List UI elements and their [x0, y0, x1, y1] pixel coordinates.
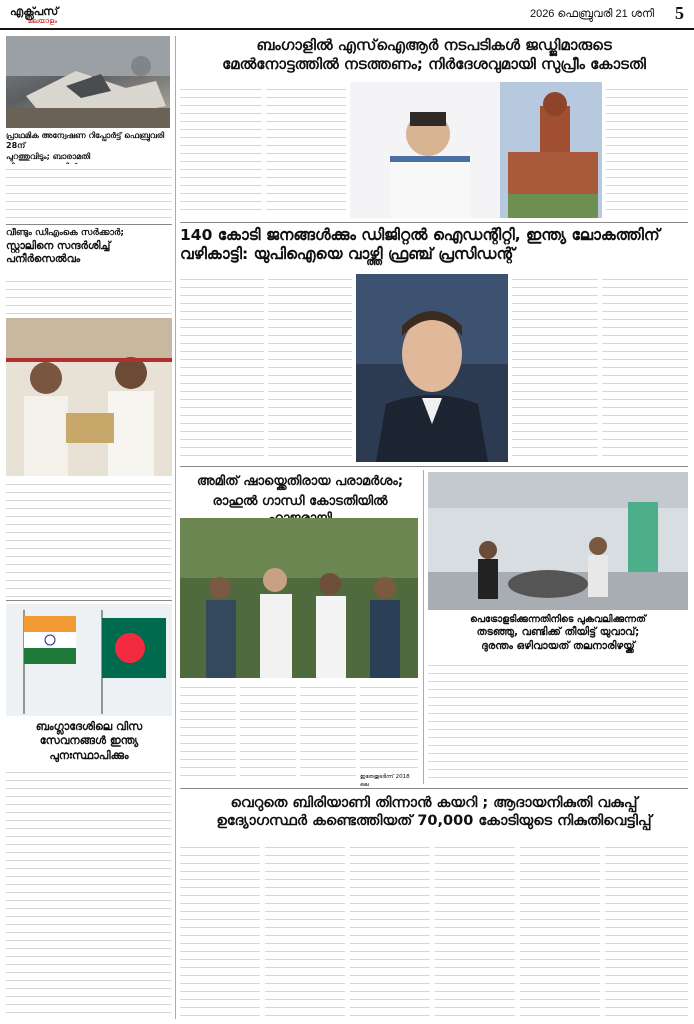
- rahul-court-illustration: [180, 518, 418, 678]
- visa-headline-line-2: സേവനങ്ങൾ ഇന്ത്യ: [39, 734, 139, 748]
- sir-headline-line-1: ബംഗാളിൽ എസ്ഐആർ നടപടികൾ ജഡ്ജിമാരുടെ: [256, 36, 612, 54]
- tn-story-body-cont: [6, 479, 172, 597]
- plane-story-body: [6, 164, 172, 220]
- upi-story-body-col-1: [180, 274, 264, 460]
- tax-headline-line-1: വെറുതെ ബിരിയാണി തിന്നാൻ കയറി ; ആദായനികുതി വകുപ്പ്: [230, 795, 638, 811]
- mamata-supreme-court-photo: [350, 82, 602, 218]
- rahul-headline-line-2: രാഹുൽ ഗാന്ധി കോടതിയിൽ: [212, 494, 388, 510]
- upi-story-body-col-3: [512, 274, 598, 460]
- divider: [180, 466, 688, 467]
- issue-date: 2026 ഫെബ്രുവരി 21 ശനി: [529, 8, 654, 20]
- upi-story-body-col-4: [602, 274, 688, 460]
- petrol-headline-line-1: പെട്രോളടിക്കുന്നതിനിടെ പുകവലിക്കുന്നത്: [470, 614, 646, 625]
- newspaper-logo[interactable]: [10, 4, 72, 26]
- upi-headline-line-2: വഴികാട്ടി: യുപിഐയെ വാഴ്ത്തി ഫ്രഞ്ച് പ്രസിഡന്റ്: [180, 245, 515, 264]
- tn-headline-line-1: വീണ്ടും ഡിഎംകെ സർക്കാർ;: [6, 228, 124, 238]
- sir-story-body-col-1: [180, 84, 262, 216]
- petrol-pump-cctv-photo: [428, 472, 688, 610]
- tn-story-body: [6, 276, 172, 316]
- petrol-story-headline: [428, 614, 688, 654]
- macron-photo: [356, 274, 508, 462]
- tax-story-body-col-6: [605, 842, 688, 1020]
- tax-story-body-col-3: [350, 842, 430, 1020]
- page-number: 5: [675, 3, 684, 23]
- rahul-story-continued: ഇതേതുടർന്ന് 2018 ലെ: [360, 774, 410, 788]
- tax-story-body-col-4: [435, 842, 515, 1020]
- macron-portrait: [356, 274, 508, 462]
- flags-illustration: [6, 604, 172, 716]
- petrol-headline-line-3: ദുരന്തം ഒഴിവായത് തലനാരിഴയ്ക്ക്: [481, 639, 635, 652]
- tax-headline-line-2: ഉദ്യോഗസ്ഥർ കണ്ടെത്തിയത് 70,000 കോടിയുടെ നികുതിവെട്ടിപ്പ്: [216, 813, 652, 830]
- tax-story-body-col-2: [265, 842, 345, 1020]
- rahul-story-body-col-2: [240, 682, 296, 782]
- india-flag-saffron: [24, 616, 76, 632]
- visa-headline-line-1: ബംഗ്ലാദേശിലെ വിസ: [35, 720, 143, 733]
- petrol-story-body: [428, 660, 688, 782]
- rahul-story-body-col-1: [180, 682, 236, 782]
- divider: [6, 224, 172, 225]
- logo-text: എക്സ്പ്രസ്: [10, 5, 59, 18]
- tax-story-body-col-5: [520, 842, 600, 1020]
- masthead: [0, 0, 694, 30]
- rahul-gandhi-photo: [180, 518, 418, 678]
- upi-story-headline: [180, 226, 688, 265]
- tn-headline-line-3: പനീർസെൽവം: [6, 253, 81, 266]
- sir-headline-line-2: മേൽനോട്ടത്തിൽ നടത്തണം; നിർദേശവുമായി സുപ്രീം കോടതി: [222, 54, 646, 73]
- rahul-story-body-col-4: [360, 682, 418, 772]
- stalin-panneerselvam-photo: [6, 318, 172, 476]
- column-divider: [423, 470, 424, 784]
- plane-headline-line-2: പുറത്തുവിടും; ബാരാമതി: [6, 151, 91, 161]
- meeting-illustration: [6, 318, 172, 476]
- column-divider: [175, 36, 176, 1019]
- sir-story-body-col-3: [606, 84, 688, 216]
- plane-headline-line-1: പ്രാഥമിക അന്വേഷണ റിപ്പോർട്ട് ഫെബ്രുവരി 28ന്: [6, 131, 165, 151]
- upi-story-body-col-2: [268, 274, 352, 460]
- divider: [180, 222, 688, 223]
- upi-headline-line-1: 140 കോടി ജനങ്ങൾക്കും ഡിജിറ്റൽ ഐഡന്റിറ്റി, ഇന്ത്യ ലോകത്തിന്: [180, 226, 660, 244]
- divider: [180, 788, 688, 789]
- mamata-court-illustration: [350, 82, 602, 218]
- tax-story-headline: [180, 794, 688, 830]
- plane-crash-photo: [6, 36, 170, 128]
- tn-story-headline: [6, 228, 172, 267]
- visa-story-headline: [6, 720, 172, 763]
- sir-story-headline: [180, 36, 688, 74]
- rahul-story-body-col-3: [300, 682, 356, 782]
- rahul-headline-line-1: അമിത് ഷായ്ക്കെതിരായ പരാമർശം;: [196, 474, 404, 489]
- visa-story-body: [6, 767, 172, 1019]
- wreckage-illustration: [6, 36, 170, 128]
- tax-story-body-col-1: [180, 842, 260, 1020]
- petrol-pump-illustration: [428, 472, 688, 610]
- petrol-headline-line-2: തടഞ്ഞു, വണ്ടിക്ക് തീയിട്ട് യുവാവ്;: [476, 626, 640, 639]
- sir-story-body-col-2: [266, 84, 346, 216]
- divider: [6, 600, 172, 601]
- tn-headline-line-2: സ്റ്റാലിനെ സന്ദർശിച്ച്: [6, 239, 111, 252]
- logo-subtext: മലയാളം: [28, 17, 58, 25]
- visa-headline-line-3: പുനഃസ്ഥാപിക്കും: [49, 748, 129, 762]
- india-bangladesh-flags: [6, 604, 172, 716]
